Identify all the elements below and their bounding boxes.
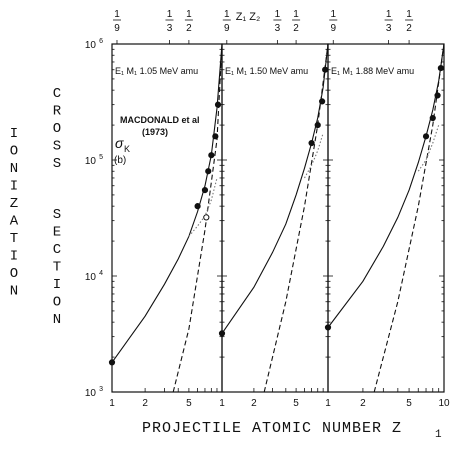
top-tick-denominator: 9 xyxy=(114,23,120,34)
y-tick-label-exponent: 6 xyxy=(99,38,103,45)
y-tick-label: 10 xyxy=(84,272,96,283)
series-dashed-line xyxy=(264,44,328,392)
plot-panel xyxy=(325,9,450,409)
data-point-filled xyxy=(209,153,214,158)
data-point-filled xyxy=(213,134,218,139)
data-point-filled xyxy=(323,67,328,72)
plot-panel xyxy=(109,9,222,409)
plot-panels xyxy=(109,9,450,409)
ylabel-right-letters xyxy=(53,86,62,328)
ylabel-left-letter: I xyxy=(9,248,19,265)
annotation-line-2: (1973) xyxy=(142,127,169,137)
x-tick-label: 2 xyxy=(251,398,257,409)
x-tick-label: 1 xyxy=(109,398,115,409)
data-point-filled xyxy=(320,99,325,104)
x-tick-label: 1 xyxy=(219,398,225,409)
series-solid-line xyxy=(222,44,328,333)
top-tick-numerator: 1 xyxy=(385,9,392,20)
ylabel-left-letter: T xyxy=(9,231,19,247)
ylabel-symbol: σ xyxy=(115,135,124,151)
ylabel-symbol-sub: K xyxy=(124,144,131,154)
top-tick-denominator: 3 xyxy=(385,23,392,34)
top-tick-numerator: 1 xyxy=(186,9,192,20)
ylabel-right-letter: O xyxy=(52,121,62,137)
ylabel-right-letter: I xyxy=(52,277,62,293)
panel-frame xyxy=(222,44,328,392)
panel-frame xyxy=(328,44,444,392)
data-point-filled xyxy=(315,122,320,127)
ylabel-right-letter: S xyxy=(52,138,62,155)
data-point-filled xyxy=(202,188,207,193)
top-tick-denominator: 3 xyxy=(166,23,173,34)
y-tick-label-exponent: 3 xyxy=(99,386,103,393)
y-tick-label-exponent: 4 xyxy=(99,270,103,277)
x-axis-title xyxy=(142,420,442,441)
y-tick-label: 10 xyxy=(84,156,96,167)
x-tick-label: 2 xyxy=(142,398,148,409)
ylabel-right-letter: C xyxy=(52,86,62,102)
panel-title: E₁ M₁ 1.05 MeV amu xyxy=(115,66,199,76)
x-tick-label: 10 xyxy=(438,398,450,409)
data-point-filled xyxy=(195,204,200,209)
x-tick-label: 5 xyxy=(406,398,412,409)
ylabel-left-letter: I xyxy=(9,126,19,142)
ylabel-left-letter: O xyxy=(9,143,19,160)
data-point-filled xyxy=(206,169,211,174)
x-tick-label: 5 xyxy=(186,398,192,409)
ylabel-unit: (b) xyxy=(114,155,127,166)
data-point-open xyxy=(204,215,209,220)
panel-title: E₁ M₁ 1.88 MeV amu xyxy=(331,66,415,76)
data-point-filled xyxy=(215,102,220,107)
ylabel-left-letter: O xyxy=(9,266,19,282)
plot-panel xyxy=(219,9,328,409)
panel-title: E₁ M₁ 1.50 MeV amu xyxy=(225,66,309,76)
ylabel-left-letters xyxy=(10,126,19,300)
series-dotted-line xyxy=(305,133,324,178)
top-tick-numerator: 1 xyxy=(166,9,173,20)
y-tick-label-exponent: 5 xyxy=(99,154,103,161)
top-tick-numerator: 1 xyxy=(330,9,337,20)
series-solid-line xyxy=(112,44,222,362)
series-dotted-line xyxy=(189,178,217,236)
ylabel-left-letter: I xyxy=(9,178,19,195)
top-tick-numerator: 1 xyxy=(293,9,299,20)
x-tick-label: 5 xyxy=(293,398,299,409)
data-point-filled xyxy=(325,325,330,330)
data-point-filled xyxy=(219,331,224,336)
annotation-line-1: MACDONALD et al xyxy=(120,115,200,125)
data-point-filled xyxy=(423,134,428,139)
ylabel-right-letter: N xyxy=(52,312,62,328)
top-tick-denominator: 2 xyxy=(293,23,299,34)
ylabel-right-letter: S xyxy=(52,207,62,223)
x-axis-title-sub: 1 xyxy=(435,429,442,441)
ylabel-right-letter: E xyxy=(52,224,62,241)
top-tick-numerator: 1 xyxy=(114,9,120,20)
ylabel-right-letter: R xyxy=(52,103,62,120)
series-dashed-line xyxy=(374,44,444,392)
ylabel-right-letter: O xyxy=(52,294,62,311)
y-tick-labels xyxy=(85,38,103,399)
x-tick-label: 2 xyxy=(360,398,366,409)
top-tick-numerator: 1 xyxy=(406,9,412,20)
ylabel-left-letter: A xyxy=(9,213,19,230)
x-axis-title-text: PROJECTILE ATOMIC NUMBER Z xyxy=(142,420,403,437)
ylabel-right-letter: T xyxy=(52,259,62,276)
ylabel-left-letter: N xyxy=(9,283,19,300)
top-tick-denominator: 2 xyxy=(186,23,192,34)
ylabel-left-letter: Z xyxy=(9,196,19,212)
data-point-filled xyxy=(309,140,314,145)
top-tick-numerator: 1 xyxy=(274,9,281,20)
series-solid-line xyxy=(328,44,444,328)
y-tick-label: 10 xyxy=(84,40,96,51)
data-point-filled xyxy=(435,93,440,98)
top-tick-denominator: 3 xyxy=(274,23,281,34)
top-tick-denominator: 9 xyxy=(330,23,337,34)
ylabel-right-letter: S xyxy=(52,156,62,172)
data-point-filled xyxy=(430,115,435,120)
ylabel-right-letter: C xyxy=(52,242,62,258)
top-axis-label: Z₁ Z₂ xyxy=(235,11,261,23)
top-tick-denominator: 9 xyxy=(224,23,230,34)
ylabel-left-letter: N xyxy=(9,161,19,177)
top-tick-numerator: 1 xyxy=(224,9,230,20)
top-tick-denominator: 2 xyxy=(406,23,412,34)
series-dashed-line xyxy=(173,44,222,392)
data-point-filled xyxy=(109,360,114,365)
data-point-filled xyxy=(438,65,443,70)
y-tick-label: 10 xyxy=(84,388,96,399)
x-tick-label: 1 xyxy=(325,398,331,409)
